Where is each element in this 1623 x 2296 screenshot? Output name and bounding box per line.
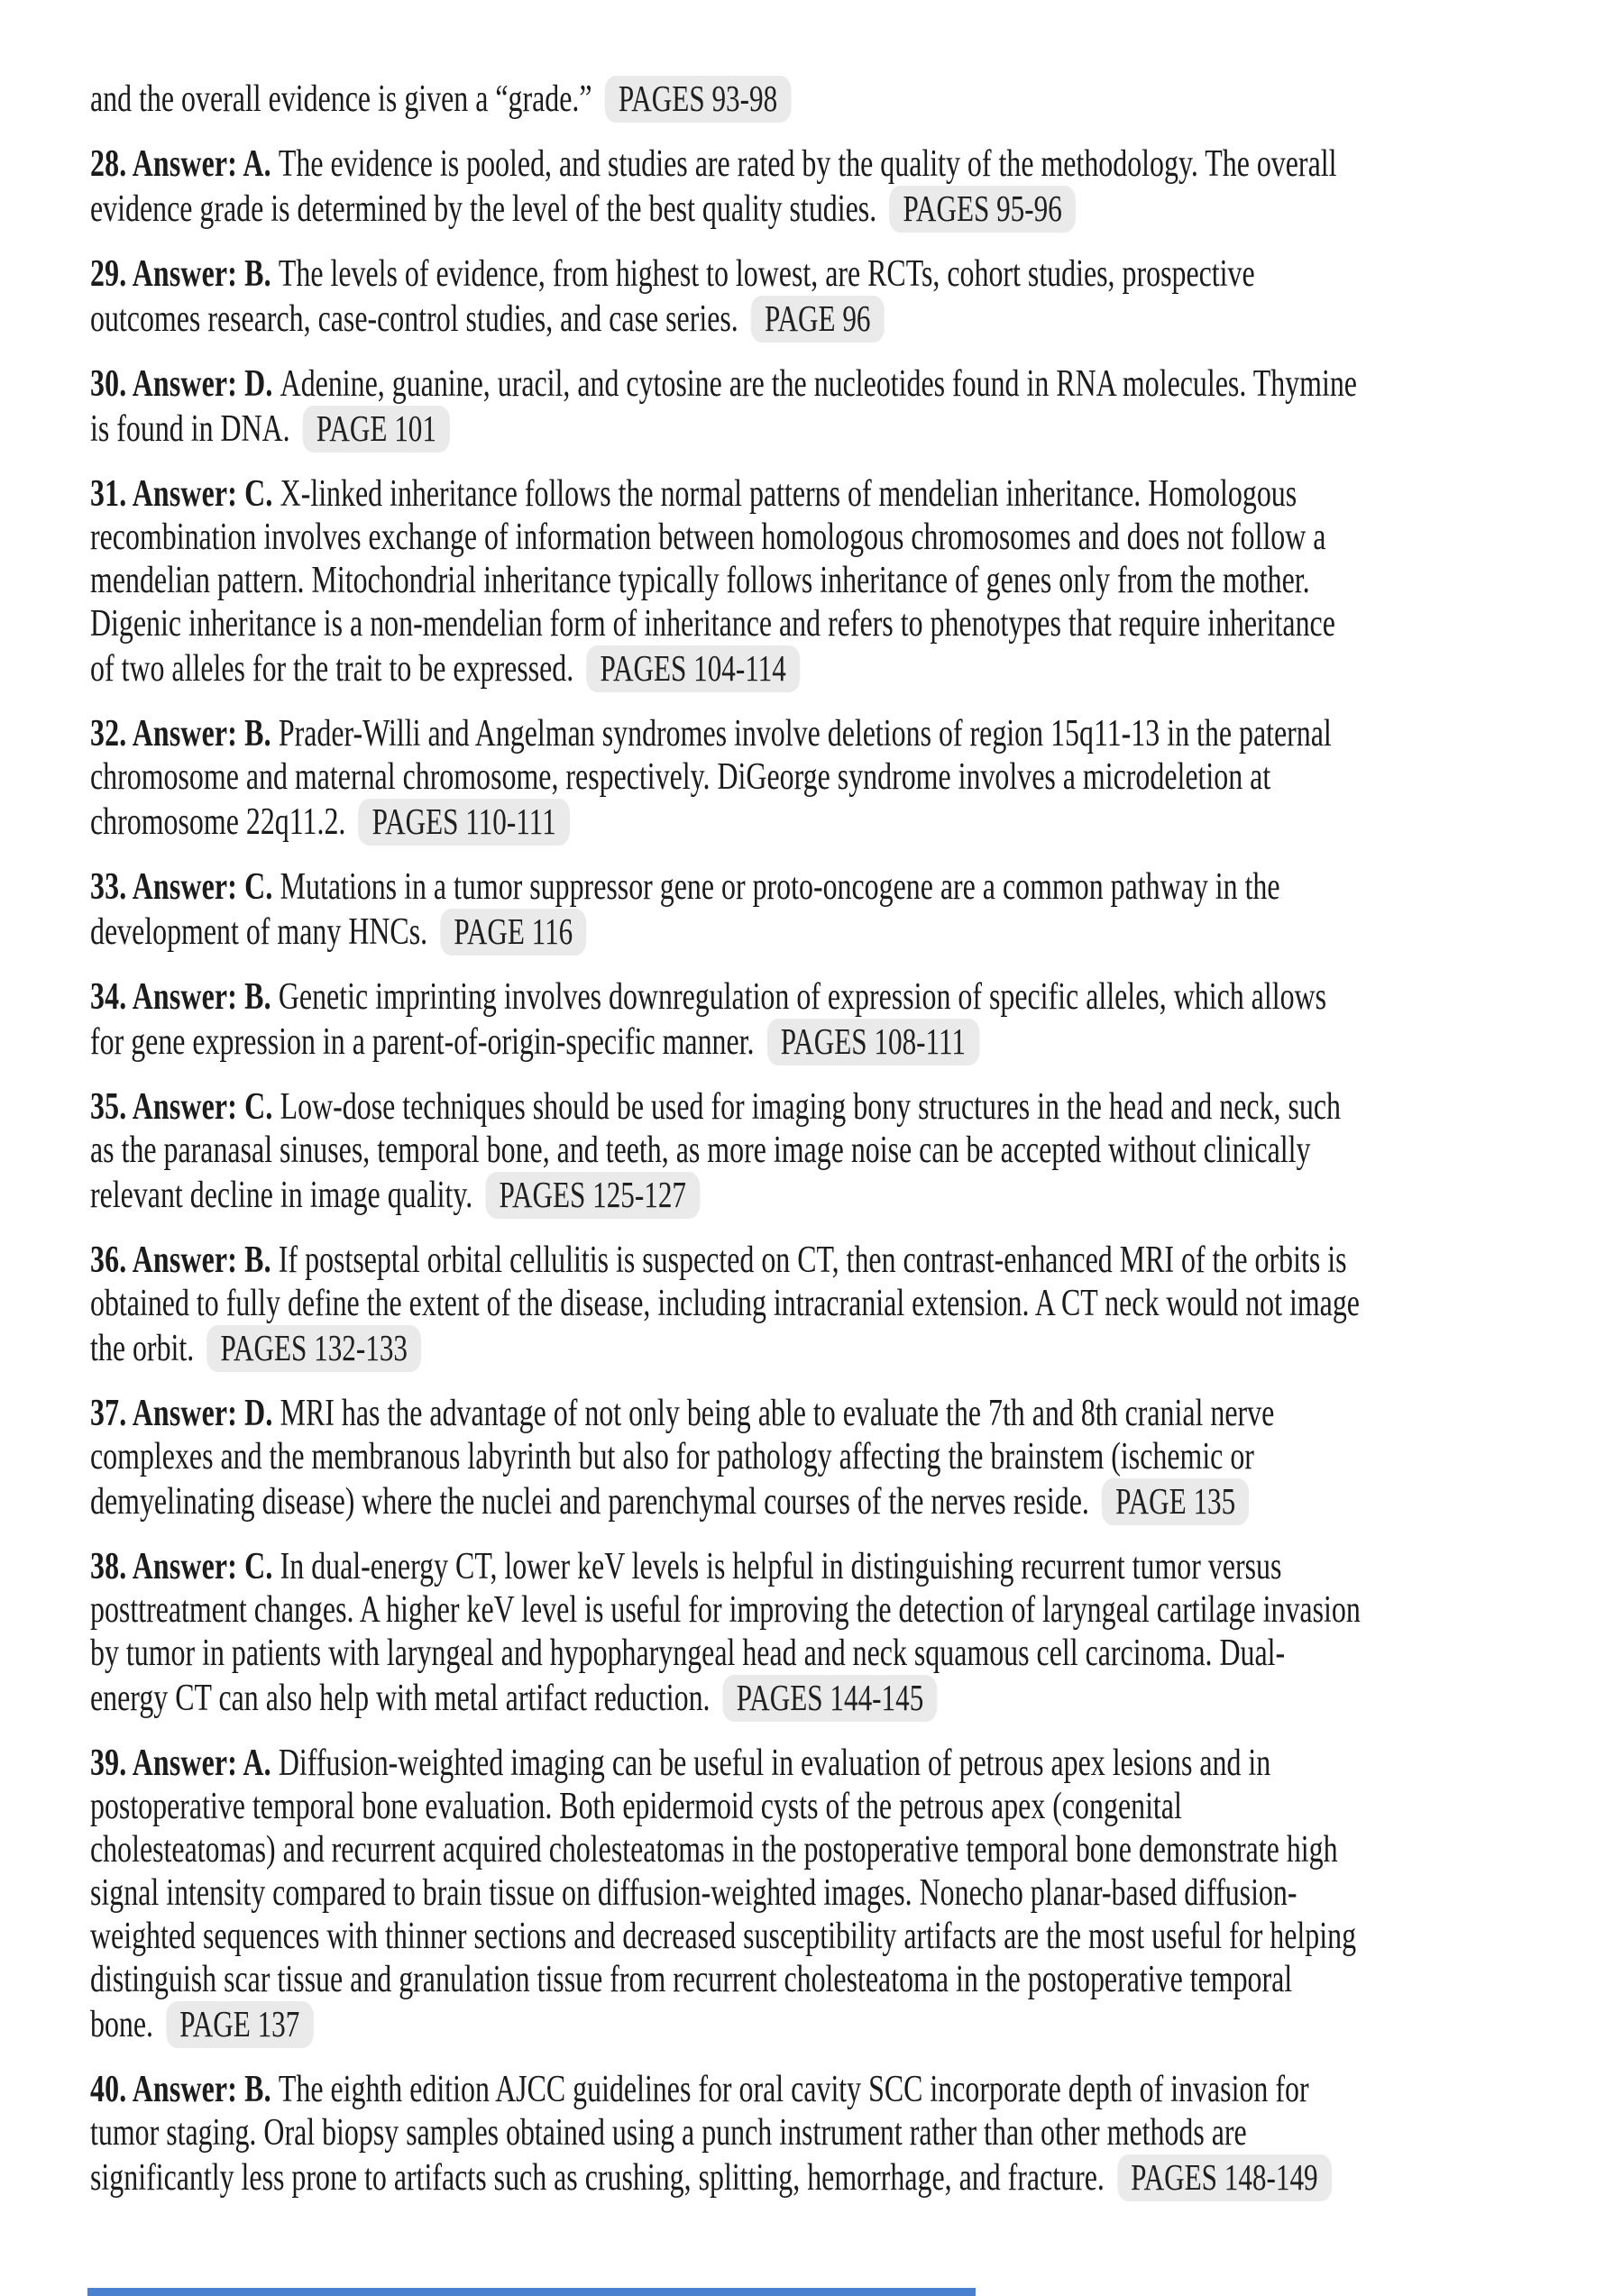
answer-body-text: and the overall evidence is given a “grade.”: [90, 78, 600, 120]
answer-body-text: The levels of evidence, from highest to lowest, are RCTs, cohort studies, prospective outcomes research, case-control studies, and case series.: [90, 253, 1255, 340]
answer-paragraph: [90, 1085, 1362, 1219]
answer-paragraph: [90, 252, 1362, 343]
answer-number-label: 34. Answer: B.: [90, 976, 279, 1018]
answer-number-label: 39. Answer: A.: [90, 1743, 279, 1784]
answer-number-label: 38. Answer: C.: [90, 1546, 280, 1587]
answer-body-text: Low-dose techniques should be used for imaging bony structures in the head and neck, such as the paranasal sinuses, temporal bone, and teeth, as more image noise can be accepted without clinically relevant decline in image quality.: [90, 1086, 1341, 1216]
page-reference-badge: PAGES 95-96: [889, 186, 1076, 233]
page-reference-badge: PAGES 93-98: [605, 76, 792, 123]
answer-number-label: 36. Answer: B.: [90, 1239, 279, 1281]
answer-body-text: In dual-energy CT, lower keV levels is helpful in distinguishing recurrent tumor versus posttreatment changes. A higher keV level is useful for improving the detection of laryngeal cartilage invasion by tumor in patients with laryngeal and hypopharyngeal head and neck squamous cell carcinoma. Dual-energy CT can also help with metal artifact reduction.: [90, 1546, 1361, 1719]
page-reference-badge: PAGES 132-133: [206, 1325, 421, 1372]
answer-paragraph: [90, 1742, 1362, 2048]
answer-body-text: X-linked inheritance follows the normal patterns of mendelian inheritance. Homologous recombination involves exchange of information between homologous chromosomes and does not follow a mendelian pattern. Mitochondrial inheritance typically follows inheritance of genes only from the mother. Digenic inheritance is a non-mendelian form of inheritance and refers to phenotypes that require inheritance of two alleles for the trait to be expressed.: [90, 473, 1335, 690]
page-reference-badge: PAGES 104-114: [586, 645, 800, 692]
answer-number-label: 29. Answer: B.: [90, 253, 279, 295]
answer-key-text-column: [90, 76, 1362, 2201]
page-reference-badge: PAGE 96: [751, 296, 885, 343]
page-reference-badge: PAGE 137: [166, 2001, 313, 2048]
page-reference-badge: PAGE 135: [1102, 1478, 1249, 1525]
page-reference-badge: PAGES 108-111: [767, 1019, 980, 1066]
answer-paragraph: [90, 1545, 1362, 1722]
page-reference-badge: PAGES 125-127: [485, 1172, 700, 1219]
answer-number-label: 40. Answer: B.: [90, 2069, 279, 2110]
answer-number-label: 30. Answer: D.: [90, 363, 280, 405]
answer-paragraph: [90, 2068, 1362, 2201]
answer-body-text: Diffusion-weighted imaging can be useful in evaluation of petrous apex lesions and in postoperative temporal bone evaluation. Both epidermoid cysts of the petrous apex (congenital cholesteatomas) and recurrent acquired cholesteatomas in the postoperative temporal bone demonstrate high signal intensity compared to brain tissue on diffusion-weighted images. Nonecho planar-based diffusion-weighted sequences with thinner sections and decreased susceptibility artifacts are the most useful for helping distinguish scar tissue and granulation tissue from recurrent cholesteatoma in the postoperative temporal bone.: [90, 1743, 1357, 2045]
answer-body-text: If postseptal orbital cellulitis is suspected on CT, then contrast-enhanced MRI of the orbits is obtained to fully define the extent of the disease, including intracranial extension. A CT neck would not image the orbit.: [90, 1239, 1360, 1369]
answer-number-label: 37. Answer: D.: [90, 1393, 280, 1434]
answer-number-label: 33. Answer: C.: [90, 866, 280, 908]
answer-number-label: 32. Answer: B.: [90, 713, 279, 755]
answer-paragraph: [90, 472, 1362, 692]
answer-paragraph: [90, 1392, 1362, 1525]
answer-paragraph: [90, 76, 1362, 123]
answer-body-text: Mutations in a tumor suppressor gene or proto-oncogene are a common pathway in the development of many HNCs.: [90, 866, 1280, 953]
page-reference-badge: PAGES 144-145: [723, 1675, 938, 1722]
answer-body-text: Prader-Willi and Angelman syndromes involve deletions of region 15q11-13 in the paternal chromosome and maternal chromosome, respectively. DiGeorge syndrome involves a microdeletion at chromosome 22q11.2.: [90, 713, 1332, 843]
answer-body-text: Genetic imprinting involves downregulation of expression of specific alleles, which allows for gene expression in a parent-of-origin-specific manner.: [90, 976, 1327, 1063]
answer-paragraph: [90, 975, 1362, 1066]
page-reference-badge: PAGES 148-149: [1117, 2154, 1332, 2201]
page-reference-badge: PAGE 101: [303, 406, 450, 453]
answer-body-text: The eighth edition AJCC guidelines for oral cavity SCC incorporate depth of invasion for tumor staging. Oral biopsy samples obtained using a punch instrument rather than other methods are significantly less prone to artifacts such as crushing, splitting, hemorrhage, and fracture.: [90, 2069, 1309, 2199]
selection-highlight-bar: [87, 2288, 976, 2296]
answer-number-label: 35. Answer: C.: [90, 1086, 280, 1128]
answer-body-text: Adenine, guanine, uracil, and cytosine are the nucleotides found in RNA molecules. Thymine is found in DNA.: [90, 363, 1357, 450]
answer-number-label: 28. Answer: A.: [90, 143, 279, 185]
page-reference-badge: PAGE 116: [440, 909, 586, 956]
answer-number-label: 31. Answer: C.: [90, 473, 280, 515]
answer-paragraph: [90, 712, 1362, 846]
answer-body-text: MRI has the advantage of not only being able to evaluate the 7th and 8th cranial nerve complexes and the membranous labyrinth but also for pathology affecting the brainstem (ischemic or demyelinating disease) where the nuclei and parenchymal courses of the nerves reside.: [90, 1393, 1275, 1523]
answer-paragraph: [90, 1239, 1362, 1372]
answer-paragraph: [90, 865, 1362, 956]
answer-paragraph: [90, 362, 1362, 453]
answer-body-text: The evidence is pooled, and studies are rated by the quality of the methodology. The overall evidence grade is determined by the level of the best quality studies.: [90, 143, 1337, 230]
answer-paragraph: [90, 142, 1362, 233]
page-reference-badge: PAGES 110-111: [358, 799, 569, 846]
